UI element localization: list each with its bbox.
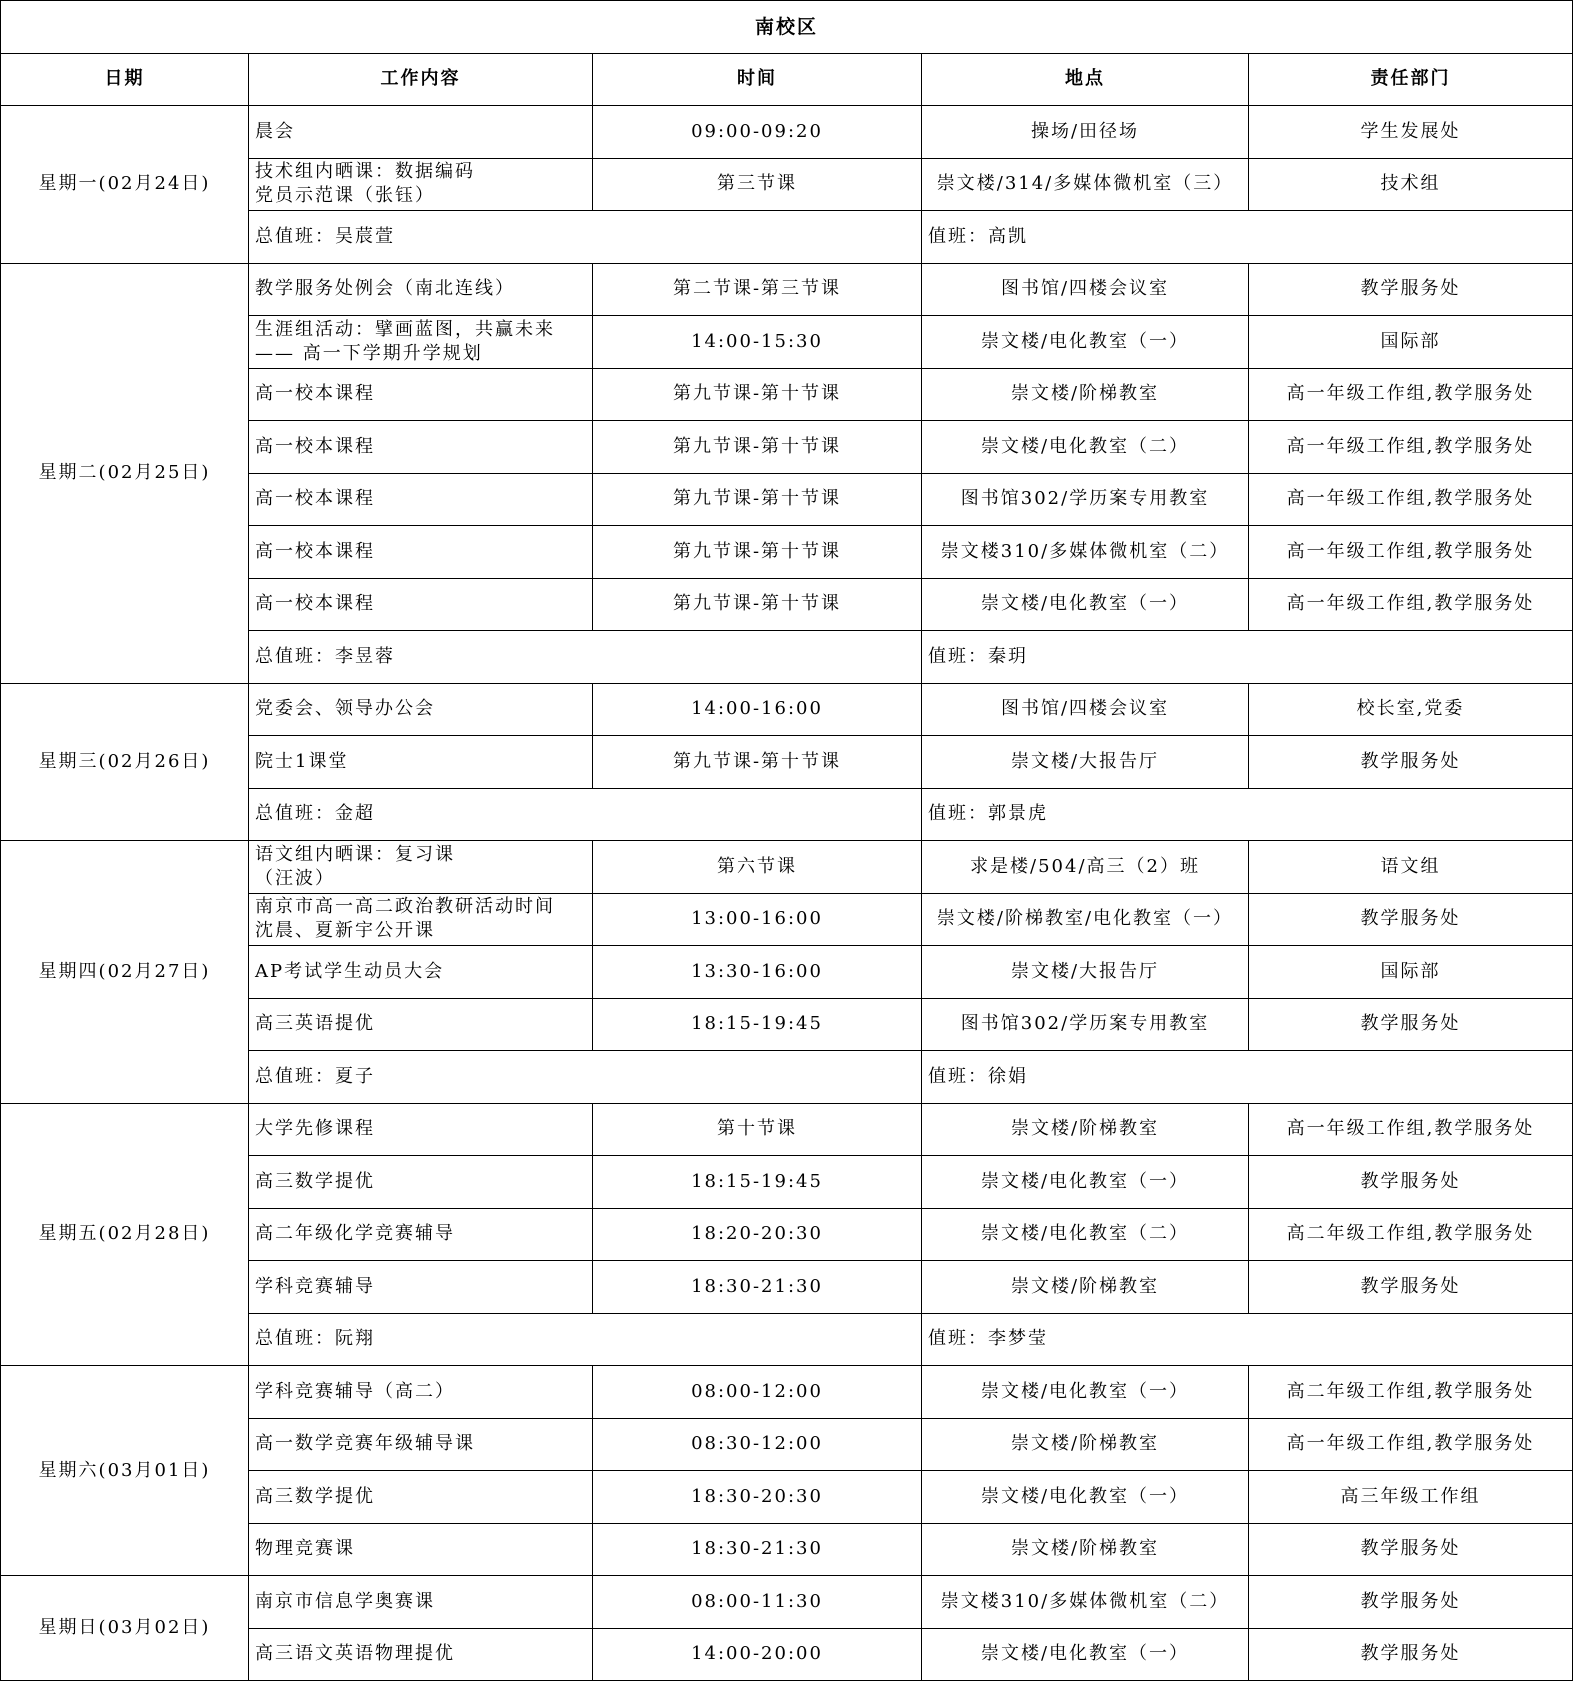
duty-cell: 值班：高凯 <box>922 211 1573 264</box>
work-content-cell <box>249 1366 593 1419</box>
dept-cell: 技术组 <box>1249 158 1573 211</box>
day-date-cell: 星期日(03月02日) <box>1 1576 249 1681</box>
work-content-line: 技术组内晒课：数据编码 <box>255 161 475 183</box>
dept-cell: 高一年级工作组,教学服务处 <box>1249 578 1573 631</box>
work-content-cell <box>249 368 593 421</box>
place-cell: 崇文楼/大报告厅 <box>922 946 1249 999</box>
dept-cell: 国际部 <box>1249 946 1573 999</box>
time-cell: 18:30-21:30 <box>593 1523 922 1576</box>
time-cell: 08:30-12:00 <box>593 1418 922 1471</box>
time-cell: 08:00-12:00 <box>593 1366 922 1419</box>
work-content-cell <box>249 316 593 369</box>
time-cell: 14:00-15:30 <box>593 316 922 369</box>
work-content-line: 高一数学竞赛年级辅导课 <box>255 1433 475 1455</box>
place-cell: 崇文楼/阶梯教室 <box>922 1523 1249 1576</box>
work-content-cell <box>249 263 593 316</box>
work-content-line: 党委会、领导办公会 <box>255 698 435 720</box>
place-cell: 崇文楼/电化教室（一） <box>922 316 1249 369</box>
dept-cell: 高一年级工作组,教学服务处 <box>1249 473 1573 526</box>
time-cell: 18:20-20:30 <box>593 1208 922 1261</box>
day-date-cell: 星期一(02月24日) <box>1 106 249 264</box>
work-content-line: 沈晨、夏新宇公开课 <box>255 920 435 942</box>
time-cell: 14:00-16:00 <box>593 683 922 736</box>
time-cell: 第二节课-第三节课 <box>593 263 922 316</box>
day-date-cell: 星期四(02月27日) <box>1 841 249 1104</box>
time-cell: 14:00-20:00 <box>593 1628 922 1681</box>
duty-cell: 值班：李梦莹 <box>922 1313 1573 1366</box>
work-content-line: 高三数学提优 <box>255 1485 375 1507</box>
duty-cell: 值班：徐娟 <box>922 1051 1573 1104</box>
dept-cell: 高一年级工作组,教学服务处 <box>1249 421 1573 474</box>
place-cell: 崇文楼/阶梯教室 <box>922 1261 1249 1314</box>
place-cell: 求是楼/504/高三（2）班 <box>922 841 1249 894</box>
work-content-cell <box>249 1628 593 1681</box>
time-cell: 18:15-19:45 <box>593 998 922 1051</box>
place-cell: 崇文楼/电化教室（二） <box>922 1208 1249 1261</box>
work-content-line: 晨会 <box>255 120 295 142</box>
work-content-line: 教学服务处例会（南北连线） <box>255 278 515 300</box>
dept-cell: 教学服务处 <box>1249 736 1573 789</box>
place-cell: 图书馆/四楼会议室 <box>922 263 1249 316</box>
place-cell: 图书馆302/学历案专用教室 <box>922 998 1249 1051</box>
place-cell: 崇文楼/大报告厅 <box>922 736 1249 789</box>
work-content-line: 高三语文英语物理提优 <box>255 1643 455 1665</box>
work-content-cell <box>249 841 593 894</box>
duty-cell: 值班：秦玥 <box>922 631 1573 684</box>
work-content-cell <box>249 158 593 211</box>
place-cell: 操场/田径场 <box>922 106 1249 159</box>
time-cell: 第六节课 <box>593 841 922 894</box>
table-row <box>1 1366 1573 1419</box>
work-content-line: 高三数学提优 <box>255 1170 375 1192</box>
header-dept: 责任部门 <box>1249 53 1573 106</box>
work-content-cell <box>249 1208 593 1261</box>
dept-cell: 国际部 <box>1249 316 1573 369</box>
place-cell: 崇文楼/电化教室（一） <box>922 1156 1249 1209</box>
duty-total-cell: 总值班：夏子 <box>249 1051 922 1104</box>
work-content-line: 学科竞赛辅导（高二） <box>255 1380 455 1402</box>
time-cell: 13:30-16:00 <box>593 946 922 999</box>
table-row <box>1 683 1573 736</box>
work-content-line: 高一校本课程 <box>255 383 375 405</box>
work-content-cell <box>249 1261 593 1314</box>
duty-total-cell: 总值班：李昱蓉 <box>249 631 922 684</box>
duty-total-cell: 总值班：金超 <box>249 788 922 841</box>
work-content-cell <box>249 1156 593 1209</box>
work-content-line: 南京市高一高二政治教研活动时间 <box>255 896 555 918</box>
dept-cell: 高二年级工作组,教学服务处 <box>1249 1366 1573 1419</box>
work-content-cell <box>249 106 593 159</box>
place-cell: 崇文楼/电化教室（二） <box>922 421 1249 474</box>
work-content-cell <box>249 946 593 999</box>
work-content-line: 高一校本课程 <box>255 435 375 457</box>
place-cell: 崇文楼/电化教室（一） <box>922 578 1249 631</box>
work-content-line: 南京市信息学奥赛课 <box>255 1590 435 1612</box>
place-cell: 崇文楼310/多媒体微机室（二） <box>922 526 1249 579</box>
dept-cell: 高一年级工作组,教学服务处 <box>1249 1418 1573 1471</box>
time-cell: 18:30-21:30 <box>593 1261 922 1314</box>
place-cell: 崇文楼310/多媒体微机室（二） <box>922 1576 1249 1629</box>
day-date-cell: 星期六(03月01日) <box>1 1366 249 1576</box>
dept-cell: 教学服务处 <box>1249 1261 1573 1314</box>
place-cell: 崇文楼/314/多媒体微机室（三） <box>922 158 1249 211</box>
work-content-line: 物理竞赛课 <box>255 1538 355 1560</box>
dept-cell: 教学服务处 <box>1249 1576 1573 1629</box>
work-content-line: AP考试学生动员大会 <box>255 960 445 982</box>
work-content-line: 语文组内晒课：复习课 <box>255 843 455 865</box>
dept-cell: 高一年级工作组,教学服务处 <box>1249 1103 1573 1156</box>
dept-cell: 高一年级工作组,教学服务处 <box>1249 526 1573 579</box>
work-content-cell <box>249 1471 593 1524</box>
dept-cell: 学生发展处 <box>1249 106 1573 159</box>
work-content-cell <box>249 683 593 736</box>
work-content-line: （汪波） <box>255 867 335 889</box>
header-place: 地点 <box>922 53 1249 106</box>
work-content-cell <box>249 578 593 631</box>
dept-cell: 教学服务处 <box>1249 998 1573 1051</box>
place-cell: 崇文楼/阶梯教室 <box>922 1103 1249 1156</box>
time-cell: 13:00-16:00 <box>593 893 922 946</box>
time-cell: 18:30-20:30 <box>593 1471 922 1524</box>
work-content-line: 高二年级化学竞赛辅导 <box>255 1223 455 1245</box>
header-date: 日期 <box>1 53 249 106</box>
time-cell: 第三节课 <box>593 158 922 211</box>
dept-cell: 校长室,党委 <box>1249 683 1573 736</box>
header-time: 时间 <box>593 53 922 106</box>
time-cell: 第九节课-第十节课 <box>593 736 922 789</box>
work-content-line: 党员示范课（张钰） <box>255 185 435 207</box>
dept-cell: 教学服务处 <box>1249 1156 1573 1209</box>
work-content-cell <box>249 1576 593 1629</box>
duty-total-cell: 总值班：吴莀萱 <box>249 211 922 264</box>
time-cell: 09:00-09:20 <box>593 106 922 159</box>
place-cell: 图书馆302/学历案专用教室 <box>922 473 1249 526</box>
dept-cell: 教学服务处 <box>1249 1523 1573 1576</box>
duty-cell: 值班：郭景虎 <box>922 788 1573 841</box>
work-content-line: 院士1课堂 <box>255 750 349 772</box>
place-cell: 崇文楼/电化教室（一） <box>922 1471 1249 1524</box>
time-cell: 第九节课-第十节课 <box>593 526 922 579</box>
dept-cell: 教学服务处 <box>1249 893 1573 946</box>
schedule-body <box>1 106 1573 1681</box>
table-title: 南校区 <box>1 1 1573 54</box>
place-cell: 崇文楼/阶梯教室 <box>922 1418 1249 1471</box>
work-content-cell <box>249 736 593 789</box>
time-cell: 08:00-11:30 <box>593 1576 922 1629</box>
place-cell: 崇文楼/阶梯教室/电化教室（一） <box>922 893 1249 946</box>
time-cell: 第九节课-第十节课 <box>593 421 922 474</box>
place-cell: 崇文楼/电化教室（一） <box>922 1366 1249 1419</box>
work-content-line: 高一校本课程 <box>255 488 375 510</box>
table-row <box>1 263 1573 316</box>
dept-cell: 高二年级工作组,教学服务处 <box>1249 1208 1573 1261</box>
dept-cell: 高一年级工作组,教学服务处 <box>1249 368 1573 421</box>
time-cell: 第十节课 <box>593 1103 922 1156</box>
table-row <box>1 1103 1573 1156</box>
time-cell: 第九节课-第十节课 <box>593 473 922 526</box>
time-cell: 第九节课-第十节课 <box>593 578 922 631</box>
day-date-cell: 星期五(02月28日) <box>1 1103 249 1366</box>
dept-cell: 高三年级工作组 <box>1249 1471 1573 1524</box>
work-content-cell <box>249 998 593 1051</box>
work-content-cell <box>249 1103 593 1156</box>
place-cell: 崇文楼/电化教室（一） <box>922 1628 1249 1681</box>
title-row <box>1 1 1573 54</box>
table-row <box>1 106 1573 159</box>
table-row <box>1 841 1573 894</box>
work-content-line: 高一校本课程 <box>255 540 375 562</box>
dept-cell: 语文组 <box>1249 841 1573 894</box>
work-content-cell <box>249 1523 593 1576</box>
work-content-line: 生涯组活动：擘画蓝图，共赢未来 <box>255 318 555 340</box>
work-content-cell <box>249 893 593 946</box>
day-date-cell: 星期三(02月26日) <box>1 683 249 841</box>
work-content-cell <box>249 1418 593 1471</box>
duty-total-cell: 总值班：阮翔 <box>249 1313 922 1366</box>
time-cell: 18:15-19:45 <box>593 1156 922 1209</box>
table-row <box>1 1576 1573 1629</box>
header-row <box>1 53 1573 106</box>
place-cell: 图书馆/四楼会议室 <box>922 683 1249 736</box>
dept-cell: 教学服务处 <box>1249 263 1573 316</box>
dept-cell: 教学服务处 <box>1249 1628 1573 1681</box>
work-content-cell <box>249 526 593 579</box>
work-content-line: 高三英语提优 <box>255 1013 375 1035</box>
work-content-line: 大学先修课程 <box>255 1118 375 1140</box>
work-content-line: 学科竞赛辅导 <box>255 1275 375 1297</box>
work-content-cell <box>249 421 593 474</box>
work-content-line: —— 高一下学期升学规划 <box>255 342 483 364</box>
place-cell: 崇文楼/阶梯教室 <box>922 368 1249 421</box>
header-content: 工作内容 <box>249 53 593 106</box>
work-content-cell <box>249 473 593 526</box>
work-content-line: 高一校本课程 <box>255 593 375 615</box>
day-date-cell: 星期二(02月25日) <box>1 263 249 683</box>
time-cell: 第九节课-第十节课 <box>593 368 922 421</box>
